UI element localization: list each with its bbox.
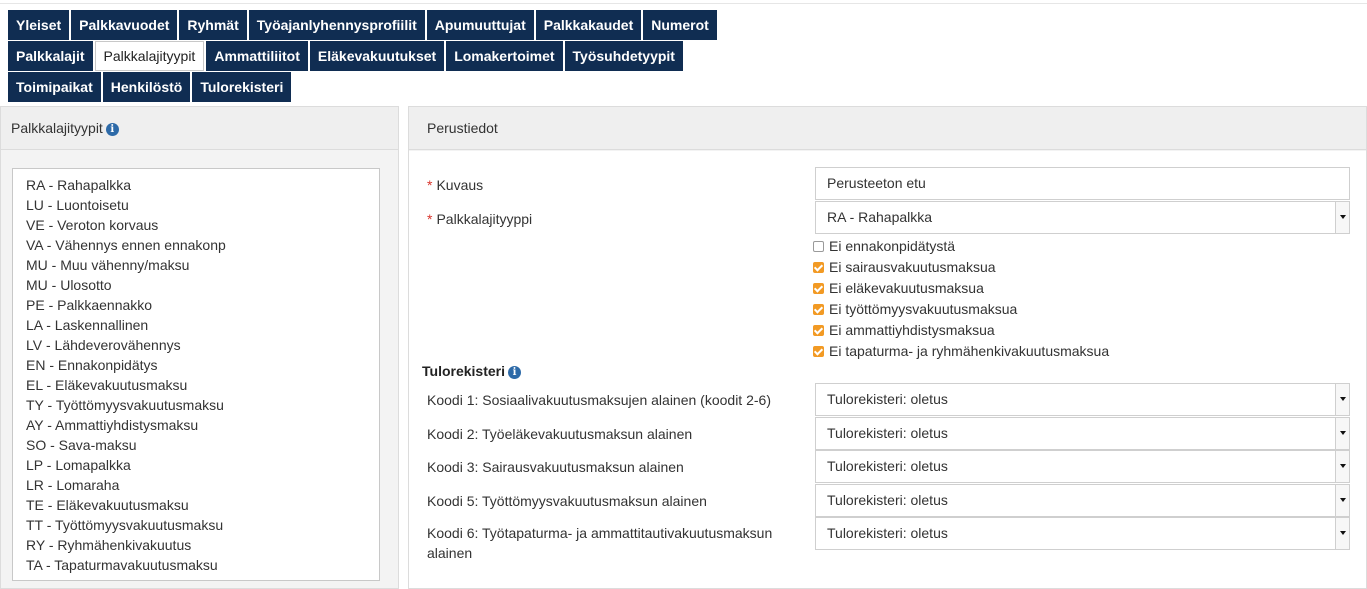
code-label: Koodi 3: Sairausvakuutusmaksun alainen	[427, 459, 684, 475]
perustiedot-panel	[408, 106, 1367, 589]
list-item[interactable]: TA - Tapaturmavakuutusmaksu	[26, 557, 218, 573]
select-value: Tulorekisteri: oletus	[827, 492, 948, 508]
palkkalajityypit-panel	[0, 106, 399, 589]
select-value: RA - Rahapalkka	[827, 209, 933, 225]
tab-yleiset[interactable]: Yleiset	[8, 10, 69, 40]
list-item[interactable]: RY - Ryhmähenkivakuutus	[26, 537, 192, 553]
top-border	[0, 3, 1367, 4]
checkbox-checked[interactable]	[813, 325, 824, 336]
checkbox-label: Ei sairausvakuutusmaksua	[829, 259, 996, 275]
checkbox-unchecked[interactable]	[813, 241, 824, 252]
checkbox-checked[interactable]	[813, 283, 824, 294]
panel-header	[409, 107, 1366, 150]
list-item[interactable]: RA - Rahapalkka	[26, 177, 132, 193]
tab-row-3	[8, 72, 293, 102]
list-item[interactable]: TY - Työttömyysvakuutusmaksu	[26, 397, 224, 413]
palkkalajityyppi-select[interactable]	[815, 201, 1350, 234]
tab-työsuhdetyypit[interactable]: Työsuhdetyypit	[565, 41, 683, 71]
list-item[interactable]: VA - Vähennys ennen ennakonp	[26, 237, 226, 253]
chevron-down-icon[interactable]	[1335, 451, 1349, 482]
code-label: Koodi 5: Työttömyysvakuutusmaksun alainen	[427, 493, 707, 509]
list-item[interactable]: LU - Luontoisetu	[26, 197, 129, 213]
tab-palkkavuodet[interactable]: Palkkavuodet	[71, 10, 177, 40]
checkbox-checked[interactable]	[813, 262, 824, 273]
checkbox-label: Ei ennakonpidätystä	[829, 238, 956, 254]
checkbox-label: Ei tapaturma- ja ryhmähenkivakuutusmaksua	[829, 343, 1110, 359]
checkbox-label: Ei ammattiyhdistysmaksua	[829, 322, 995, 338]
checkbox-row[interactable]	[813, 236, 955, 257]
tulorekisteri-title: Tulorekisteri i	[422, 361, 521, 381]
code-label: Koodi 2: Työeläkevakuutusmaksun alainen	[427, 426, 693, 442]
code-select[interactable]	[815, 517, 1350, 550]
chevron-down-icon[interactable]	[1335, 384, 1349, 415]
required-mark: *	[427, 211, 433, 227]
tab-palkkalajityypit[interactable]: Palkkalajityypit	[95, 41, 205, 71]
select-value: Tulorekisteri: oletus	[827, 458, 948, 474]
tab-row-1	[8, 10, 719, 40]
list-item[interactable]: EN - Ennakonpidätys	[26, 357, 158, 373]
code-select[interactable]	[815, 484, 1350, 517]
tab-tulorekisteri[interactable]: Tulorekisteri	[192, 72, 291, 102]
checkbox-row[interactable]	[813, 320, 995, 341]
required-mark: *	[427, 177, 433, 193]
checkbox-row[interactable]	[813, 341, 1109, 362]
select-value: Tulorekisteri: oletus	[827, 525, 948, 541]
list-item[interactable]: AY - Ammattiyhdistysmaksu	[26, 417, 199, 433]
chevron-down-icon[interactable]	[1335, 202, 1349, 233]
code-select[interactable]	[815, 383, 1350, 416]
checkbox-label: Ei eläkevakuutusmaksua	[829, 280, 984, 296]
chevron-down-icon[interactable]	[1335, 518, 1349, 549]
checkbox-row[interactable]	[813, 299, 1017, 320]
tab-työajanlyhennysprofiilit[interactable]: Työajanlyhennysprofiilit	[249, 10, 425, 40]
tab-palkkalajit[interactable]: Palkkalajit	[8, 41, 93, 71]
select-value: Tulorekisteri: oletus	[827, 425, 948, 441]
panel-title: Perustiedot	[427, 120, 498, 136]
list-item[interactable]: TE - Eläkevakuutusmaksu	[26, 497, 189, 513]
panel-title: Palkkalajityypit	[11, 120, 103, 136]
tab-toimipaikat[interactable]: Toimipaikat	[8, 72, 101, 102]
chevron-down-icon[interactable]	[1335, 418, 1349, 449]
form-body	[409, 151, 1366, 588]
panel-header	[1, 107, 398, 150]
checkbox-checked[interactable]	[813, 346, 824, 357]
list-item[interactable]: PE - Palkkaennakko	[26, 297, 153, 313]
list-item[interactable]: SO - Sava-maksu	[26, 437, 137, 453]
list-item[interactable]: LV - Lähdeverovähennys	[26, 337, 181, 353]
list-item[interactable]: MU - Ulosotto	[26, 277, 112, 293]
list-item[interactable]: LA - Laskennallinen	[26, 317, 149, 333]
tab-apumuuttujat[interactable]: Apumuuttujat	[427, 10, 534, 40]
tab-lomakertoimet[interactable]: Lomakertoimet	[446, 41, 562, 71]
tab-henkilöstö[interactable]: Henkilöstö	[103, 72, 191, 102]
list-item[interactable]: LP - Lomapalkka	[26, 457, 131, 473]
code-select[interactable]	[815, 417, 1350, 450]
chevron-down-icon[interactable]	[1335, 485, 1349, 516]
kuvaus-label: * Kuvaus	[427, 177, 484, 193]
list-item[interactable]: TT - Työttömyysvakuutusmaksu	[26, 517, 224, 533]
code-select[interactable]	[815, 450, 1350, 483]
list-item[interactable]: EL - Eläkevakuutusmaksu	[26, 377, 188, 393]
tab-eläkevakuutukset[interactable]: Eläkevakuutukset	[310, 41, 444, 71]
tab-ryhmät[interactable]: Ryhmät	[179, 10, 246, 40]
select-value: Tulorekisteri: oletus	[827, 391, 948, 407]
list-item[interactable]: MU - Muu vähenny/maksu	[26, 257, 190, 273]
checkbox-row[interactable]	[813, 278, 984, 299]
code-label: Koodi 6: Työtapaturma- ja ammattitautivakuutusmaksun alainen	[427, 525, 773, 561]
checkbox-row[interactable]	[813, 257, 996, 278]
list-item[interactable]: LR - Lomaraha	[26, 477, 120, 493]
checkbox-checked[interactable]	[813, 304, 824, 315]
checkbox-label: Ei työttömyysvakuutusmaksua	[829, 301, 1018, 317]
code-label: Koodi 1: Sosiaalivakuutusmaksujen alainen (koodit 2-6)	[427, 392, 771, 408]
type-listbox[interactable]	[12, 168, 380, 581]
info-icon[interactable]: i	[106, 123, 119, 136]
palkkalajityyppi-label: * Palkkalajityyppi	[427, 211, 533, 227]
tab-palkkakaudet[interactable]: Palkkakaudet	[536, 10, 642, 40]
tab-numerot[interactable]: Numerot	[643, 10, 717, 40]
tab-row-2	[8, 41, 685, 71]
list-item[interactable]: VE - Veroton korvaus	[26, 217, 159, 233]
tab-ammattiliitot[interactable]: Ammattiliitot	[206, 41, 308, 71]
kuvaus-input[interactable]: Perusteeton etu	[815, 167, 1350, 200]
info-icon[interactable]: i	[508, 366, 521, 379]
